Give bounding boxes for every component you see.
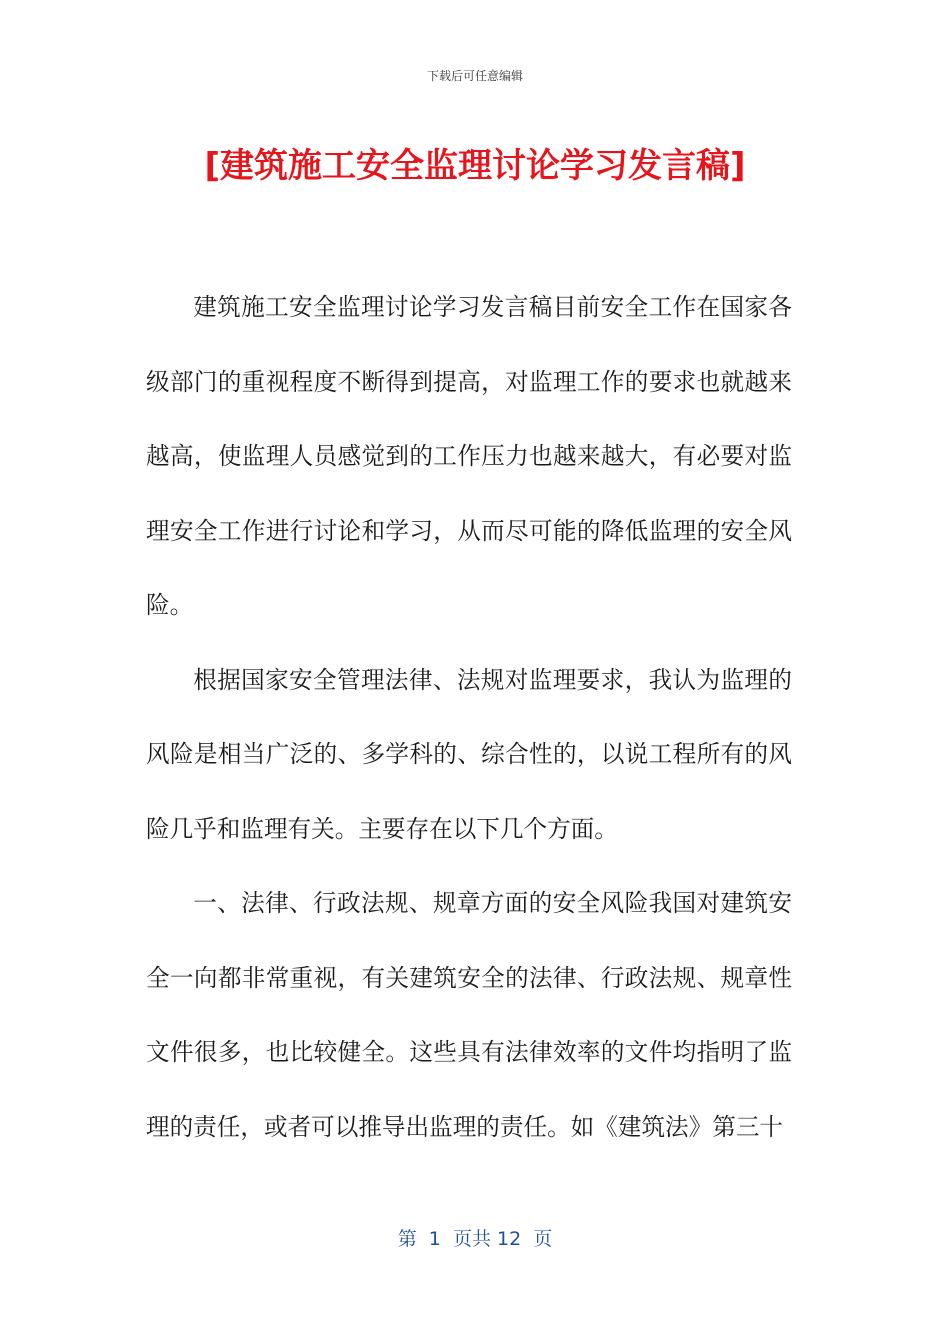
body-paragraph-2: 根据国家安全管理法律、法规对监理要求，我认为监理的风险是相当广泛的、多学科的、综合性的，以说工程所有的风险几乎和监理有关。主要存在以下几个方面。 [146, 665, 792, 843]
page-footer: 第 1 页共 12 页 [397, 1228, 553, 1250]
document-body [146, 270, 792, 1164]
header-note: 下载后可任意编辑 [426, 69, 523, 83]
body-paragraph-1: 建筑施工安全监理讨论学习发言稿目前安全工作在国家各级部门的重视程度不断得到提高，对监理工作的要求也就越来越高，使监理人员感觉到的工作压力也越来越大，有必要对监理安全工作进行讨论和学习，从而尽可能的降低监理的安全风险。 [146, 293, 792, 619]
document-title: [建筑施工安全监理讨论学习发言稿] [204, 146, 746, 186]
body-paragraph-3: 一、法律、行政法规、规章方面的安全风险我国对建筑安全一向都非常重视，有关建筑安全的法律、行政法规、规章性文件很多，也比较健全。这些具有法律效率的文件均指明了监理的责任，或者可以推导出监理的责任。如《建筑法》第三十 [146, 889, 792, 1141]
